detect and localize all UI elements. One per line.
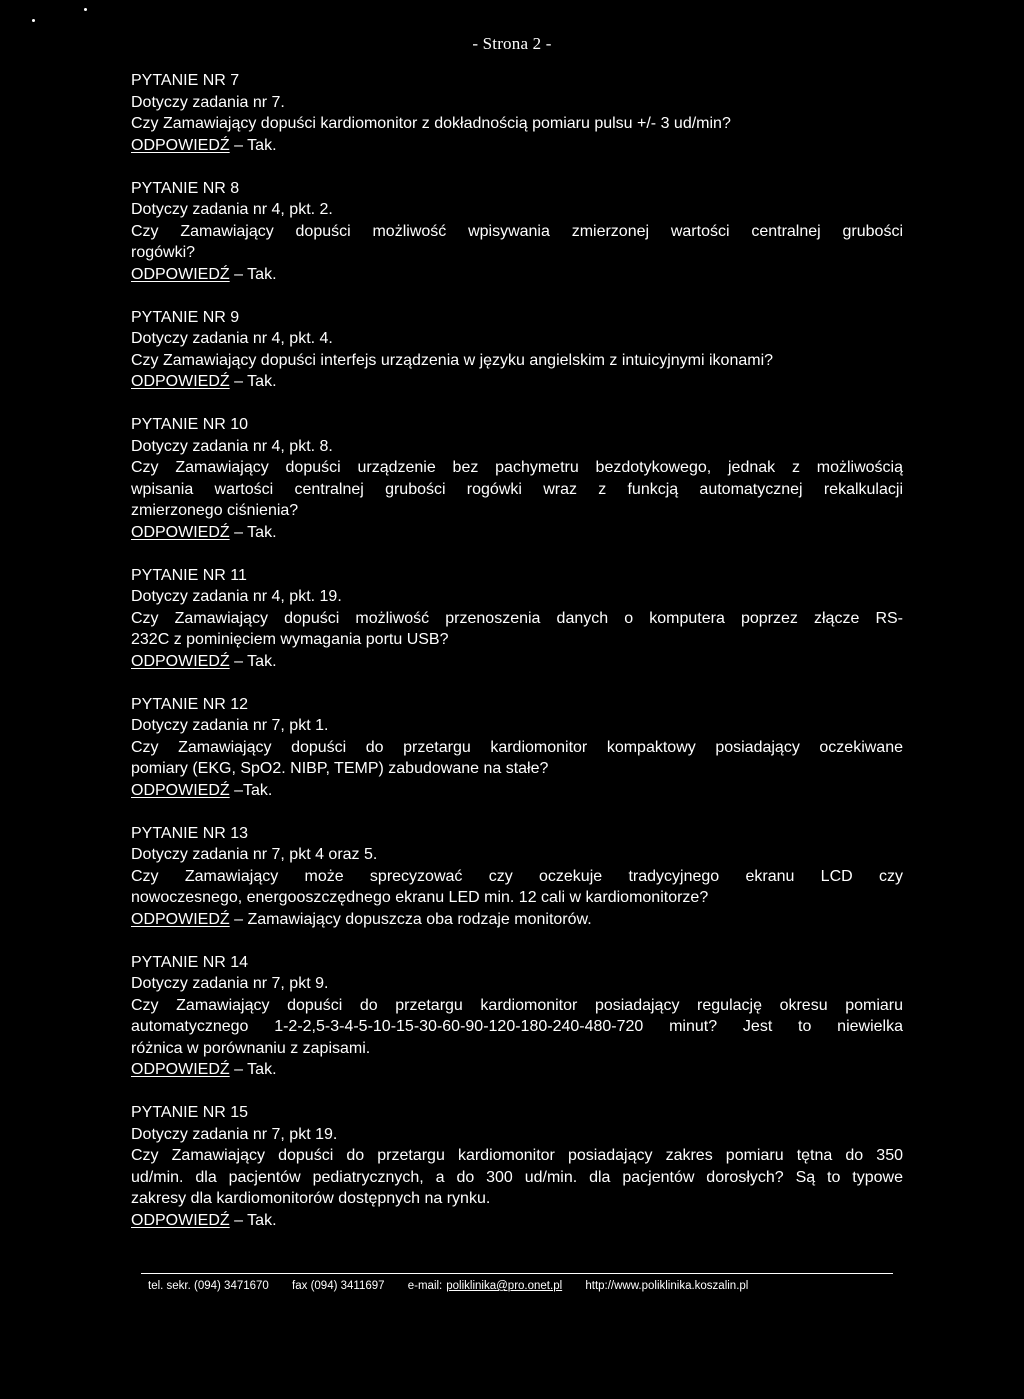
question-block — [131, 1102, 903, 1231]
question-text-line: różnica w porównaniu z zapisami. — [131, 1039, 371, 1057]
answer-text: –Tak. — [229, 781, 273, 799]
document-body — [131, 70, 903, 1253]
answer — [131, 909, 903, 931]
question-block — [131, 307, 903, 393]
question-text-line: nowoczesnego, energooszczędnego ekranu LED min. 12 cali w kardiomonitorze? — [131, 889, 709, 906]
answer-text: – Tak. — [229, 265, 277, 283]
answer — [131, 264, 903, 286]
question-text-line: Czy Zamawiający dopuści możliwość wpisywania zmierzonej wartości centralnej grubości — [131, 222, 903, 240]
footer-email-label: e-mail: — [407, 1280, 443, 1292]
question-title: PYTANIE NR 11 — [131, 566, 247, 584]
question-block — [131, 952, 903, 1081]
answer-label: ODPOWIEDŹ — [131, 136, 230, 154]
question-text-line: Czy Zamawiający dopuści możliwość przenoszenia danych o komputera poprzez złącze RS- — [131, 609, 903, 627]
answer-label: ODPOWIEDŹ — [131, 523, 230, 541]
answer-label: ODPOWIEDŹ — [131, 1061, 230, 1078]
question-text-line: pomiary (EKG, SpO2. NIBP, TEMP) zabudowane na stałe? — [131, 760, 549, 777]
answer-label: ODPOWIEDŹ — [131, 781, 230, 799]
footer-fax: fax (094) 3411697 — [292, 1280, 385, 1292]
answer — [131, 651, 903, 673]
question-title: PYTANIE NR 8 — [131, 179, 240, 197]
answer-text: – Tak. — [229, 1211, 277, 1229]
question-reference: Dotyczy zadania nr 4, pkt. 8. — [131, 437, 333, 455]
question-reference: Dotyczy zadania nr 7, pkt 4 oraz 5. — [131, 846, 378, 863]
answer — [131, 371, 903, 393]
answer-text: – Tak. — [229, 136, 277, 154]
question-block — [131, 823, 903, 931]
question-text-line: Czy Zamawiający dopuści do przetargu kardiomonitor posiadający regulację okresu pomiaru — [131, 996, 903, 1014]
answer-text: – Tak. — [229, 652, 277, 670]
answer — [131, 135, 903, 157]
answer-label: ODPOWIEDŹ — [131, 265, 230, 283]
question-text-line: zakresy dla kardiomonitorów dostępnych na rynku. — [131, 1190, 491, 1207]
page-number: - Strona 2 - — [472, 34, 552, 53]
question-reference: Dotyczy zadania nr 4, pkt. 19. — [131, 588, 342, 605]
question-title: PYTANIE NR 15 — [131, 1104, 249, 1121]
question-block — [131, 414, 903, 543]
footer-email-link[interactable]: poliklinika@pro.onet.pl — [446, 1280, 563, 1292]
answer — [131, 1210, 903, 1232]
question-text-line: automatycznego 1-2-2,5-3-4-5-10-15-30-60-90-120-180-240-480-720 minut? Jest to niewielka — [131, 1018, 903, 1035]
answer — [131, 1059, 903, 1081]
footer-email — [408, 1280, 562, 1292]
question-reference: Dotyczy zadania nr 7, pkt 1. — [131, 717, 329, 734]
question-text-line: Czy Zamawiający dopuści urządzenie bez pachymetru bezdotykowego, jednak z możliwością — [131, 459, 903, 476]
question-text-line: 232C z pominięciem wymagania portu USB? — [131, 631, 449, 648]
question-text-line: rogówki? — [131, 244, 196, 261]
question-title: PYTANIE NR 12 — [131, 695, 249, 713]
answer-text: – Tak. — [229, 1061, 277, 1078]
question-block — [131, 694, 903, 802]
question-text-line: Czy Zamawiający dopuści do przetargu kardiomonitor kompaktowy posiadający oczekiwane — [131, 738, 903, 756]
answer-label: ODPOWIEDŹ — [131, 652, 230, 670]
answer-label: ODPOWIEDŹ — [131, 1211, 230, 1229]
footer-divider — [141, 1273, 893, 1274]
question-text-line: Czy Zamawiający dopuści do przetargu kardiomonitor posiadający zakres pomiaru tętna do 350 — [131, 1147, 903, 1164]
question-reference: Dotyczy zadania nr 7, pkt 19. — [131, 1125, 338, 1143]
footer-phone: tel. sekr. (094) 3471670 — [148, 1280, 269, 1292]
answer-label: ODPOWIEDŹ — [131, 373, 230, 390]
question-text-line: Czy Zamawiający dopuści kardiomonitor z dokładnością pomiaru pulsu +/- 3 ud/min? — [131, 115, 731, 132]
question-title: PYTANIE NR 9 — [131, 308, 240, 326]
answer-label: ODPOWIEDŹ — [131, 910, 230, 928]
question-reference: Dotyczy zadania nr 4, pkt. 2. — [131, 201, 333, 218]
question-text-line: Czy Zamawiający może sprecyzować czy oczekuje tradycyjnego ekranu LCD czy — [131, 867, 903, 885]
question-text-line: zmierzonego ciśnienia? — [131, 502, 299, 519]
question-title: PYTANIE NR 10 — [131, 416, 249, 433]
answer — [131, 522, 903, 544]
question-reference: Dotyczy zadania nr 7. — [131, 93, 285, 111]
question-block — [131, 178, 903, 286]
question-title: PYTANIE NR 13 — [131, 824, 249, 842]
scan-speck — [84, 8, 87, 11]
question-reference: Dotyczy zadania nr 7, pkt 9. — [131, 975, 329, 992]
footer-website[interactable]: http://www.poliklinika.koszalin.pl — [585, 1280, 749, 1292]
answer — [131, 780, 903, 802]
question-title: PYTANIE NR 14 — [131, 953, 249, 971]
question-text-line: ud/min. dla pacjentów pediatrycznych, a do 300 ud/min. dla pacjentów dorosłych? Są to typowe — [131, 1168, 903, 1186]
answer-text: – Tak. — [229, 523, 277, 541]
answer-text: – Zamawiający dopuszcza oba rodzaje monitorów. — [229, 910, 592, 928]
answer-text: – Tak. — [229, 373, 277, 390]
question-block — [131, 565, 903, 673]
question-reference: Dotyczy zadania nr 4, pkt. 4. — [131, 330, 333, 347]
question-text-line: Czy Zamawiający dopuści interfejs urządzenia w języku angielskim z intuicyjnymi ikonami? — [131, 351, 774, 369]
question-block — [131, 70, 903, 156]
footer-contact — [148, 1280, 748, 1292]
question-text-line: wpisania wartości centralnej grubości rogówki wraz z funkcją automatycznej rekalkulacji — [131, 480, 903, 498]
question-title: PYTANIE NR 7 — [131, 72, 240, 89]
scan-speck — [32, 19, 35, 22]
